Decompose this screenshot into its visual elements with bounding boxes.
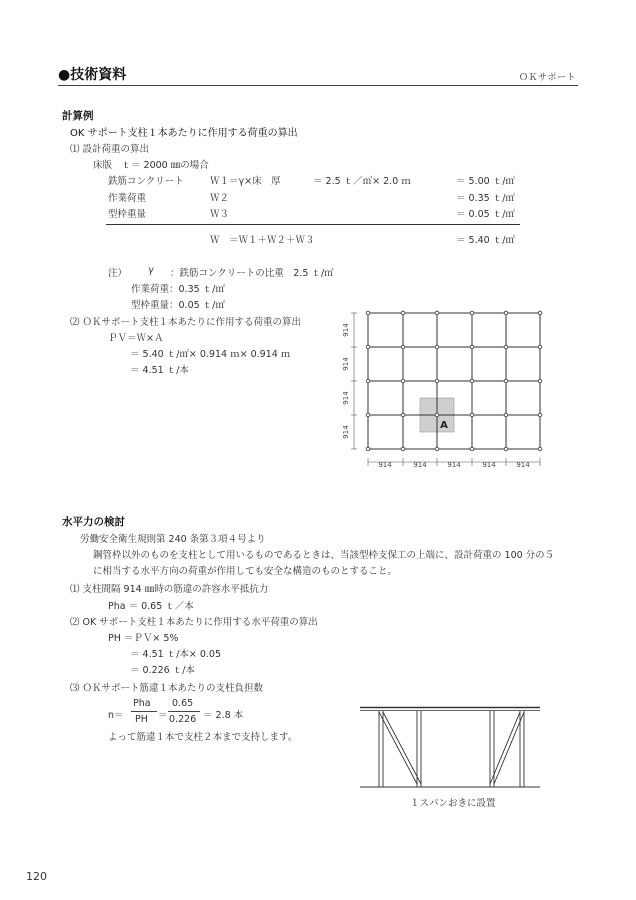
h-s1-title: ⑴ 支柱間隔 914 ㎜時の筋違の許容水平抵抗力 (70, 584, 269, 595)
note-line-3: 型枠重量：0.05 ｔ/㎡ (131, 300, 225, 311)
s2-eq2: ＝ 5.40 ｔ/㎡× 0.914 ｍ× 0.914 ｍ (130, 349, 291, 360)
row-form-name: 型枠重量 (108, 209, 147, 220)
row-dim-label: 914 (342, 357, 350, 371)
fraction-1-denominator: PH (135, 714, 148, 725)
fraction-2-denominator: 0.226 (169, 714, 197, 725)
s2-eq3: ＝ 4.51 ｔ/本 (130, 365, 189, 376)
row-dim-label: 914 (342, 323, 350, 337)
total-value: ＝ 5.40 ｔ/㎡ (456, 235, 515, 246)
s1-title: ⑴ 設計荷重の算出 (70, 144, 150, 155)
col-dim-label: 914 (447, 461, 461, 469)
area-label: A (440, 420, 448, 431)
h-s2-eq2: ＝ 4.51 ｔ/本× 0.05 (130, 649, 222, 660)
col-dim-label: 914 (413, 461, 427, 469)
row-dim-label: 914 (342, 425, 350, 439)
conclusion-text: よって筋違１本で支柱２本まで支持します。 (108, 732, 298, 743)
s1-condition: 床版 ｔ＝ 2000 ㎜の場合 (93, 160, 209, 171)
h-s3-title: ⑶ ＯＫサポート筋違１本あたりの支柱負担数 (70, 683, 264, 694)
bracing-frame-diagram (360, 700, 540, 796)
row-form-symbol: Ｗ３ (210, 209, 230, 220)
s2-title: ⑵ ＯＫサポート支柱１本あたりに作用する荷重の算出 (70, 317, 302, 328)
fraction-1-bar (131, 711, 157, 712)
note-gamma: γ (148, 265, 154, 276)
horizontal-section-title: 水平力の検討 (62, 516, 125, 528)
fraction-result: ＝ 2.8 本 (203, 710, 244, 721)
note-line-2: 作業荷重：0.35 ｔ/㎡ (131, 284, 225, 295)
row-work-name: 作業荷重 (108, 193, 147, 204)
row-rc-name: 鉄筋コンクリート (108, 176, 184, 187)
frame-caption: １スパンおきに設置 (410, 798, 496, 809)
calc-subtitle: OK サポート支柱１本あたりに作用する荷重の算出 (70, 128, 298, 139)
s2-eq1: ＰＶ＝Ｗ×Ａ (108, 333, 164, 344)
vertical-dimension (351, 313, 357, 449)
fraction-2-numerator: 0.65 (172, 698, 194, 709)
page-title: ●技術資料 (58, 67, 127, 83)
h-s1-eq: Pha ＝ 0.65 ｔ／本 (108, 601, 194, 612)
fraction-1-numerator: Pha (133, 698, 151, 709)
h-s2-title: ⑵ OK サポート支柱１本あたりに作用する水平荷重の算出 (70, 617, 318, 628)
h-s2-eq1: PH ＝ＰＶ× 5% (108, 633, 179, 644)
total-symbol: Ｗ ＝Ｗ１＋Ｗ２＋Ｗ３ (210, 235, 315, 246)
law-paragraph-line-2: に相当する水平方向の荷重が作用しても安全な構造のものとすること。 (93, 566, 398, 577)
header-divider (58, 85, 578, 86)
col-dim-label: 914 (516, 461, 530, 469)
law-paragraph-line-1: 鋼管枠以外のものを支柱として用いるものであるときは、当該型枠支保工の上端に、設計荷重の 100 分の５ (93, 550, 555, 561)
row-dim-label: 914 (342, 391, 350, 405)
row-rc-value: ＝ 5.00 ｔ/㎡ (456, 176, 515, 187)
row-rc-expression: ＝ 2.5 ｔ／㎥× 2.0 ｍ (313, 176, 411, 187)
page-number: 120 (26, 870, 47, 883)
row-work-value: ＝ 0.35 ｔ/㎡ (456, 193, 515, 204)
support-grid-diagram (334, 300, 554, 480)
row-work-symbol: Ｗ２ (210, 193, 230, 204)
note-line-1: ：鉄筋コンクリートの比重 2.5 ｔ/㎥ (170, 268, 334, 279)
header-product-label: ＯＫサポート (518, 73, 576, 83)
note-label: 注） (108, 268, 128, 279)
col-dim-label: 914 (482, 461, 496, 469)
fraction-equals: ＝ (158, 710, 168, 721)
total-rule (106, 224, 520, 225)
frame-lines (360, 708, 540, 788)
row-rc-symbol: Ｗ１＝γ×床 厚 (210, 176, 281, 187)
col-dim-label: 914 (378, 461, 392, 469)
law-reference: 労働安全衛生規則第 240 条第３項４号より (80, 534, 266, 545)
h-s2-eq3: ＝ 0.226 ｔ/本 (130, 665, 195, 676)
row-form-value: ＝ 0.05 ｔ/㎡ (456, 209, 515, 220)
calc-section-title: 計算例 (62, 110, 94, 122)
fraction-n-label: n＝ (108, 710, 124, 721)
fraction-2-bar (168, 711, 200, 712)
